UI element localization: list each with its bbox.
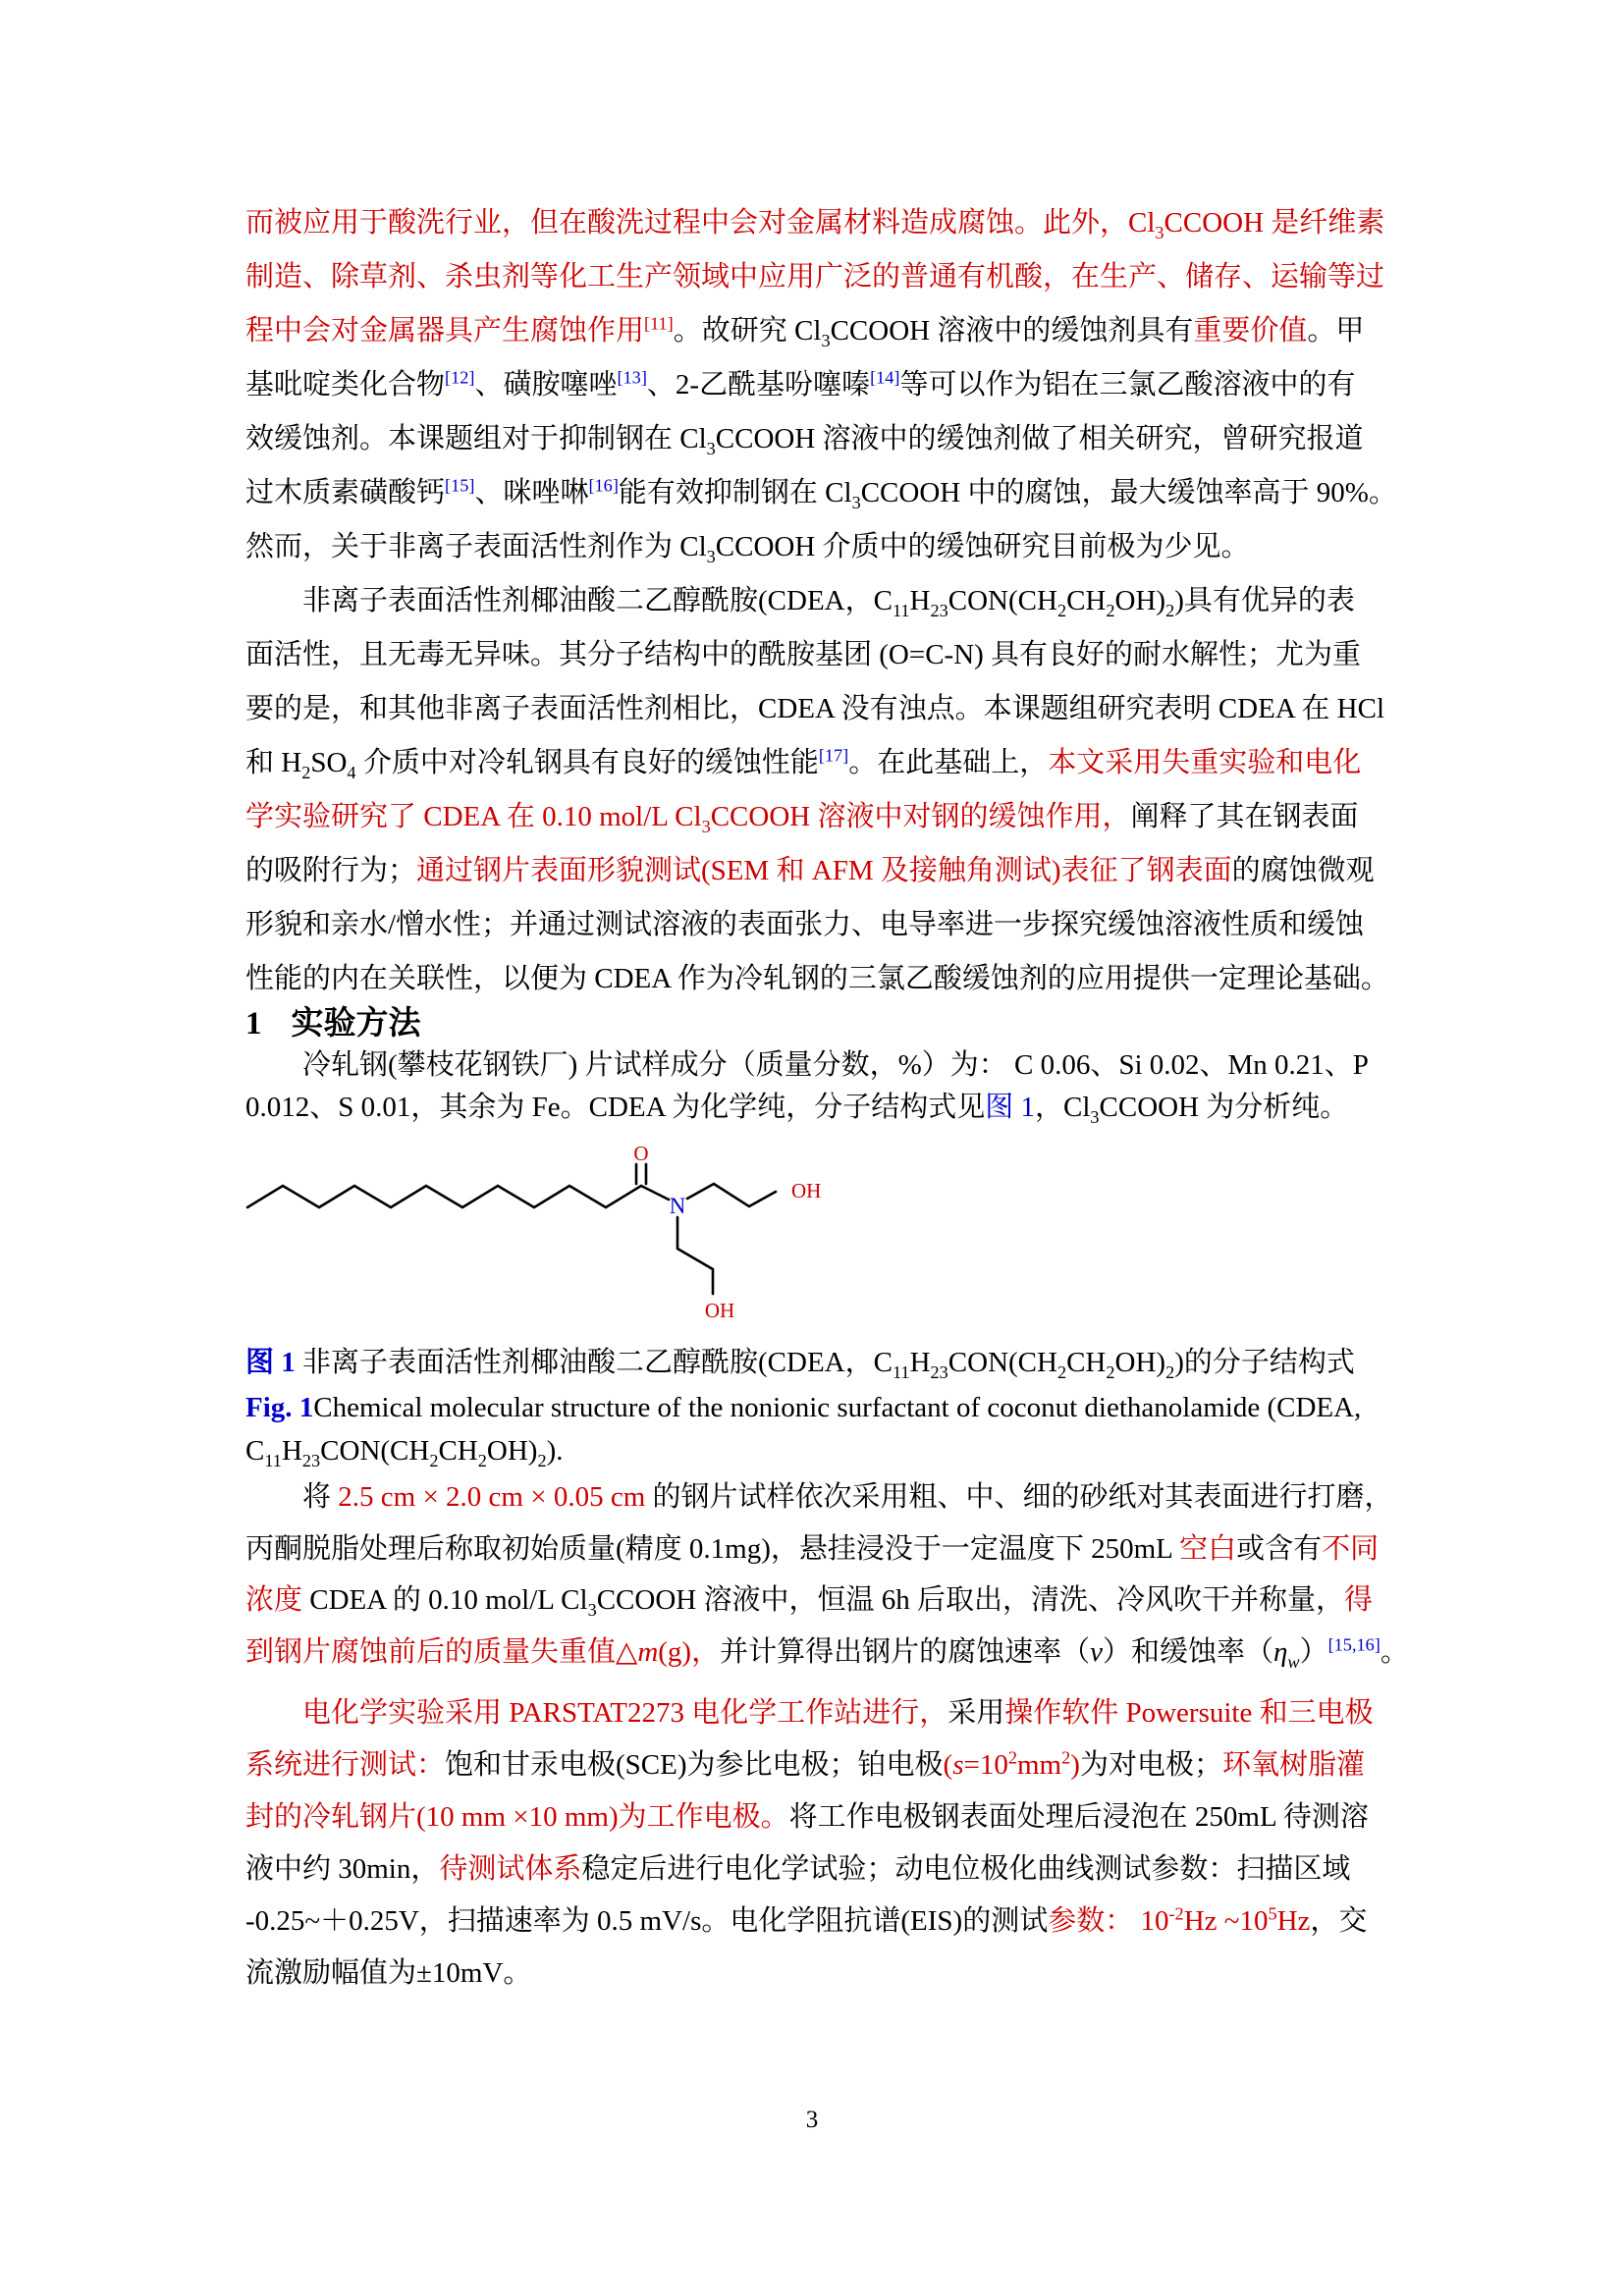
text-line: 学实验研究了 CDEA 在 0.10 mol/L $Cl_3CCOOH$ 溶液中对钢的缓蚀作用，阐释了其在钢表面 (245, 801, 1359, 836)
text-line: 程中会对金属器具产生腐蚀作用[11]。故研究 $Cl_3CCOOH$ 溶液中的缓蚀剂具有重要价值。甲 (245, 313, 1365, 350)
text-line: 非离子表面活性剂椰油酸二乙醇酰胺(CDEA，$C_{11}H_{23}CON(CH_2CH_2OH)_2$)具有优异的表 (302, 585, 1355, 620)
figure-caption-en: Fig. 1Chemical molecular structure of the nonionic surfactant of coconut diethanolamide (CDEA, (245, 1392, 1362, 1423)
text-line: 和 $H_2SO_4$ 介质中对冷轧钢具有良好的缓蚀性能[17]。在此基础上，本文采用失重实验和电化 (245, 745, 1362, 782)
hydroxyl-label-bottom: OH (704, 1299, 735, 1322)
text-line: 冷轧钢(攀枝花钢铁厂) 片试样成分（质量分数，%）为： C 0.06、Si 0.02、Mn 0.21、P (302, 1049, 1369, 1081)
text-line: 效缓蚀剂。本课题组对于抑制钢在 $Cl_3CCOOH$ 溶液中的缓蚀剂做了相关研究，曾研究报道 (245, 423, 1364, 458)
section-heading (245, 997, 421, 1043)
text-line: 而被应用于酸洗行业，但在酸洗过程中会对金属材料造成腐蚀。此外，$Cl_3CCOOH$ 是纤维素 (245, 207, 1385, 242)
figure-caption-zh: 图 1 非离子表面活性剂椰油酸二乙醇酰胺(CDEA，$C_{11}H_{23}CON(CH_2CH_2OH)_2$)的分子结构式 (245, 1347, 1355, 1382)
text-line: 浓度 CDEA 的 0.10 mol/L $Cl_3CCOOH$ 溶液中，恒温 6h 后取出，清洗、冷风吹干并称量，得 (245, 1584, 1373, 1620)
text-line: 然而，关于非离子表面活性剂作为 $Cl_3CCOOH$ 介质中的缓蚀研究目前极为少见。 (245, 531, 1250, 566)
text-line: 要的是，和其他非离子表面活性剂相比，CDEA 没有浊点。本课题组研究表明 CDEA 在 HCl (245, 693, 1385, 724)
nitrogen-atom-label: N (669, 1194, 686, 1218)
text-line: -0.25~＋0.25V，扫描速率为 0.5 mV/s。电化学阻抗谱(EIS)的测试参数： $10^{-2}Hz$ $\sim 10^5Hz$，交 (245, 1903, 1368, 1937)
text-line: 的吸附行为；通过钢片表面形貌测试(SEM 和 AFM 及接触角测试)表征了钢表面的腐蚀微观 (245, 855, 1375, 886)
figure-caption-formula: $C_{11}H_{23}CON(CH_2CH_2OH)_2$). (245, 1435, 564, 1470)
text-line: 将 2.5 cm × 2.0 cm × 0.05 cm 的钢片试样依次采用粗、中、细的砂纸对其表面进行打磨， (302, 1481, 1393, 1513)
text-line: 基吡啶类化合物[12]、磺胺噻唑[13]、2-乙酰基吩噻嗪[14]等可以作为铝在三氯乙酸溶液中的有 (245, 367, 1356, 400)
molecule-figure (226, 1129, 854, 1340)
text-line: 到钢片腐蚀前后的质量失重值△m(g)，并计算得出钢片的腐蚀速率（v）和缓蚀率$(\eta_w)[15,16]$。 (245, 1634, 1409, 1672)
section-title: 实验方法 (291, 1006, 421, 1041)
section-number: 1 (245, 1006, 262, 1041)
text-line: 过木质素磺酸钙[15]、咪唑啉[16]能有效抑制钢在 $Cl_3CCOOH$ 中的腐蚀，最大缓蚀率高于 90%。 (245, 475, 1397, 512)
text-line: 面活性，且无毒无异味。其分子结构中的酰胺基团 (O=C-N) 具有良好的耐水解性；尤为重 (245, 639, 1362, 670)
text-line: 封的冷轧钢片(10 mm ×10 mm)为工作电极。将工作电极钢表面处理后浸泡在 250mL 待测溶 (245, 1801, 1369, 1833)
upper-ethanol-arm-bond (687, 1184, 776, 1206)
text-line: 电化学实验采用 PARSTAT2273 电化学工作站进行，采用操作软件 Powersuite 和三电极 (302, 1697, 1374, 1729)
text-line: 液中约 30min，待测试体系稳定后进行电化学试验；动电位极化曲线测试参数：扫描区域 (245, 1853, 1351, 1885)
oxygen-atom-label: O (633, 1142, 649, 1165)
lower-ethanol-arm-bond (677, 1217, 713, 1294)
text-line: 系统进行测试：饱和甘汞电极(SCE)为参比电极；铂电极$(s=10^2mm^2)$为对电极；环氧树脂灌 (245, 1747, 1365, 1781)
text-line: 流激励幅值为±10mV。 (245, 1957, 532, 1989)
page-number: 3 (805, 2107, 819, 2133)
chemical-structure-drawing (226, 1129, 854, 1340)
hydroxyl-label-top: OH (791, 1179, 822, 1202)
text-line: 形貌和亲水/憎水性；并通过测试溶液的表面张力、电导率进一步探究缓蚀溶液性质和缓蚀 (245, 909, 1365, 940)
text-line: 丙酮脱脂处理后称取初始质量(精度 0.1mg)，悬挂浸没于一定温度下 250mL 空白或含有不同 (245, 1533, 1380, 1565)
carbon-nitrogen-bond (641, 1186, 669, 1200)
text-line: 制造、除草剂、杀虫剂等化工生产领域中应用广泛的普通有机酸，在生产、储存、运输等过 (245, 261, 1385, 293)
text-line: 0.012、S 0.01，其余为 Fe。CDEA 为化学纯，分子结构式见图 1，$Cl_3CCOOH$ 为分析纯。 (245, 1092, 1349, 1127)
alkyl-chain-bond (247, 1186, 641, 1207)
text-line: 性能的内在关联性，以便为 CDEA 作为冷轧钢的三氯乙酸缓蚀剂的应用提供一定理论基础。 (245, 963, 1389, 994)
